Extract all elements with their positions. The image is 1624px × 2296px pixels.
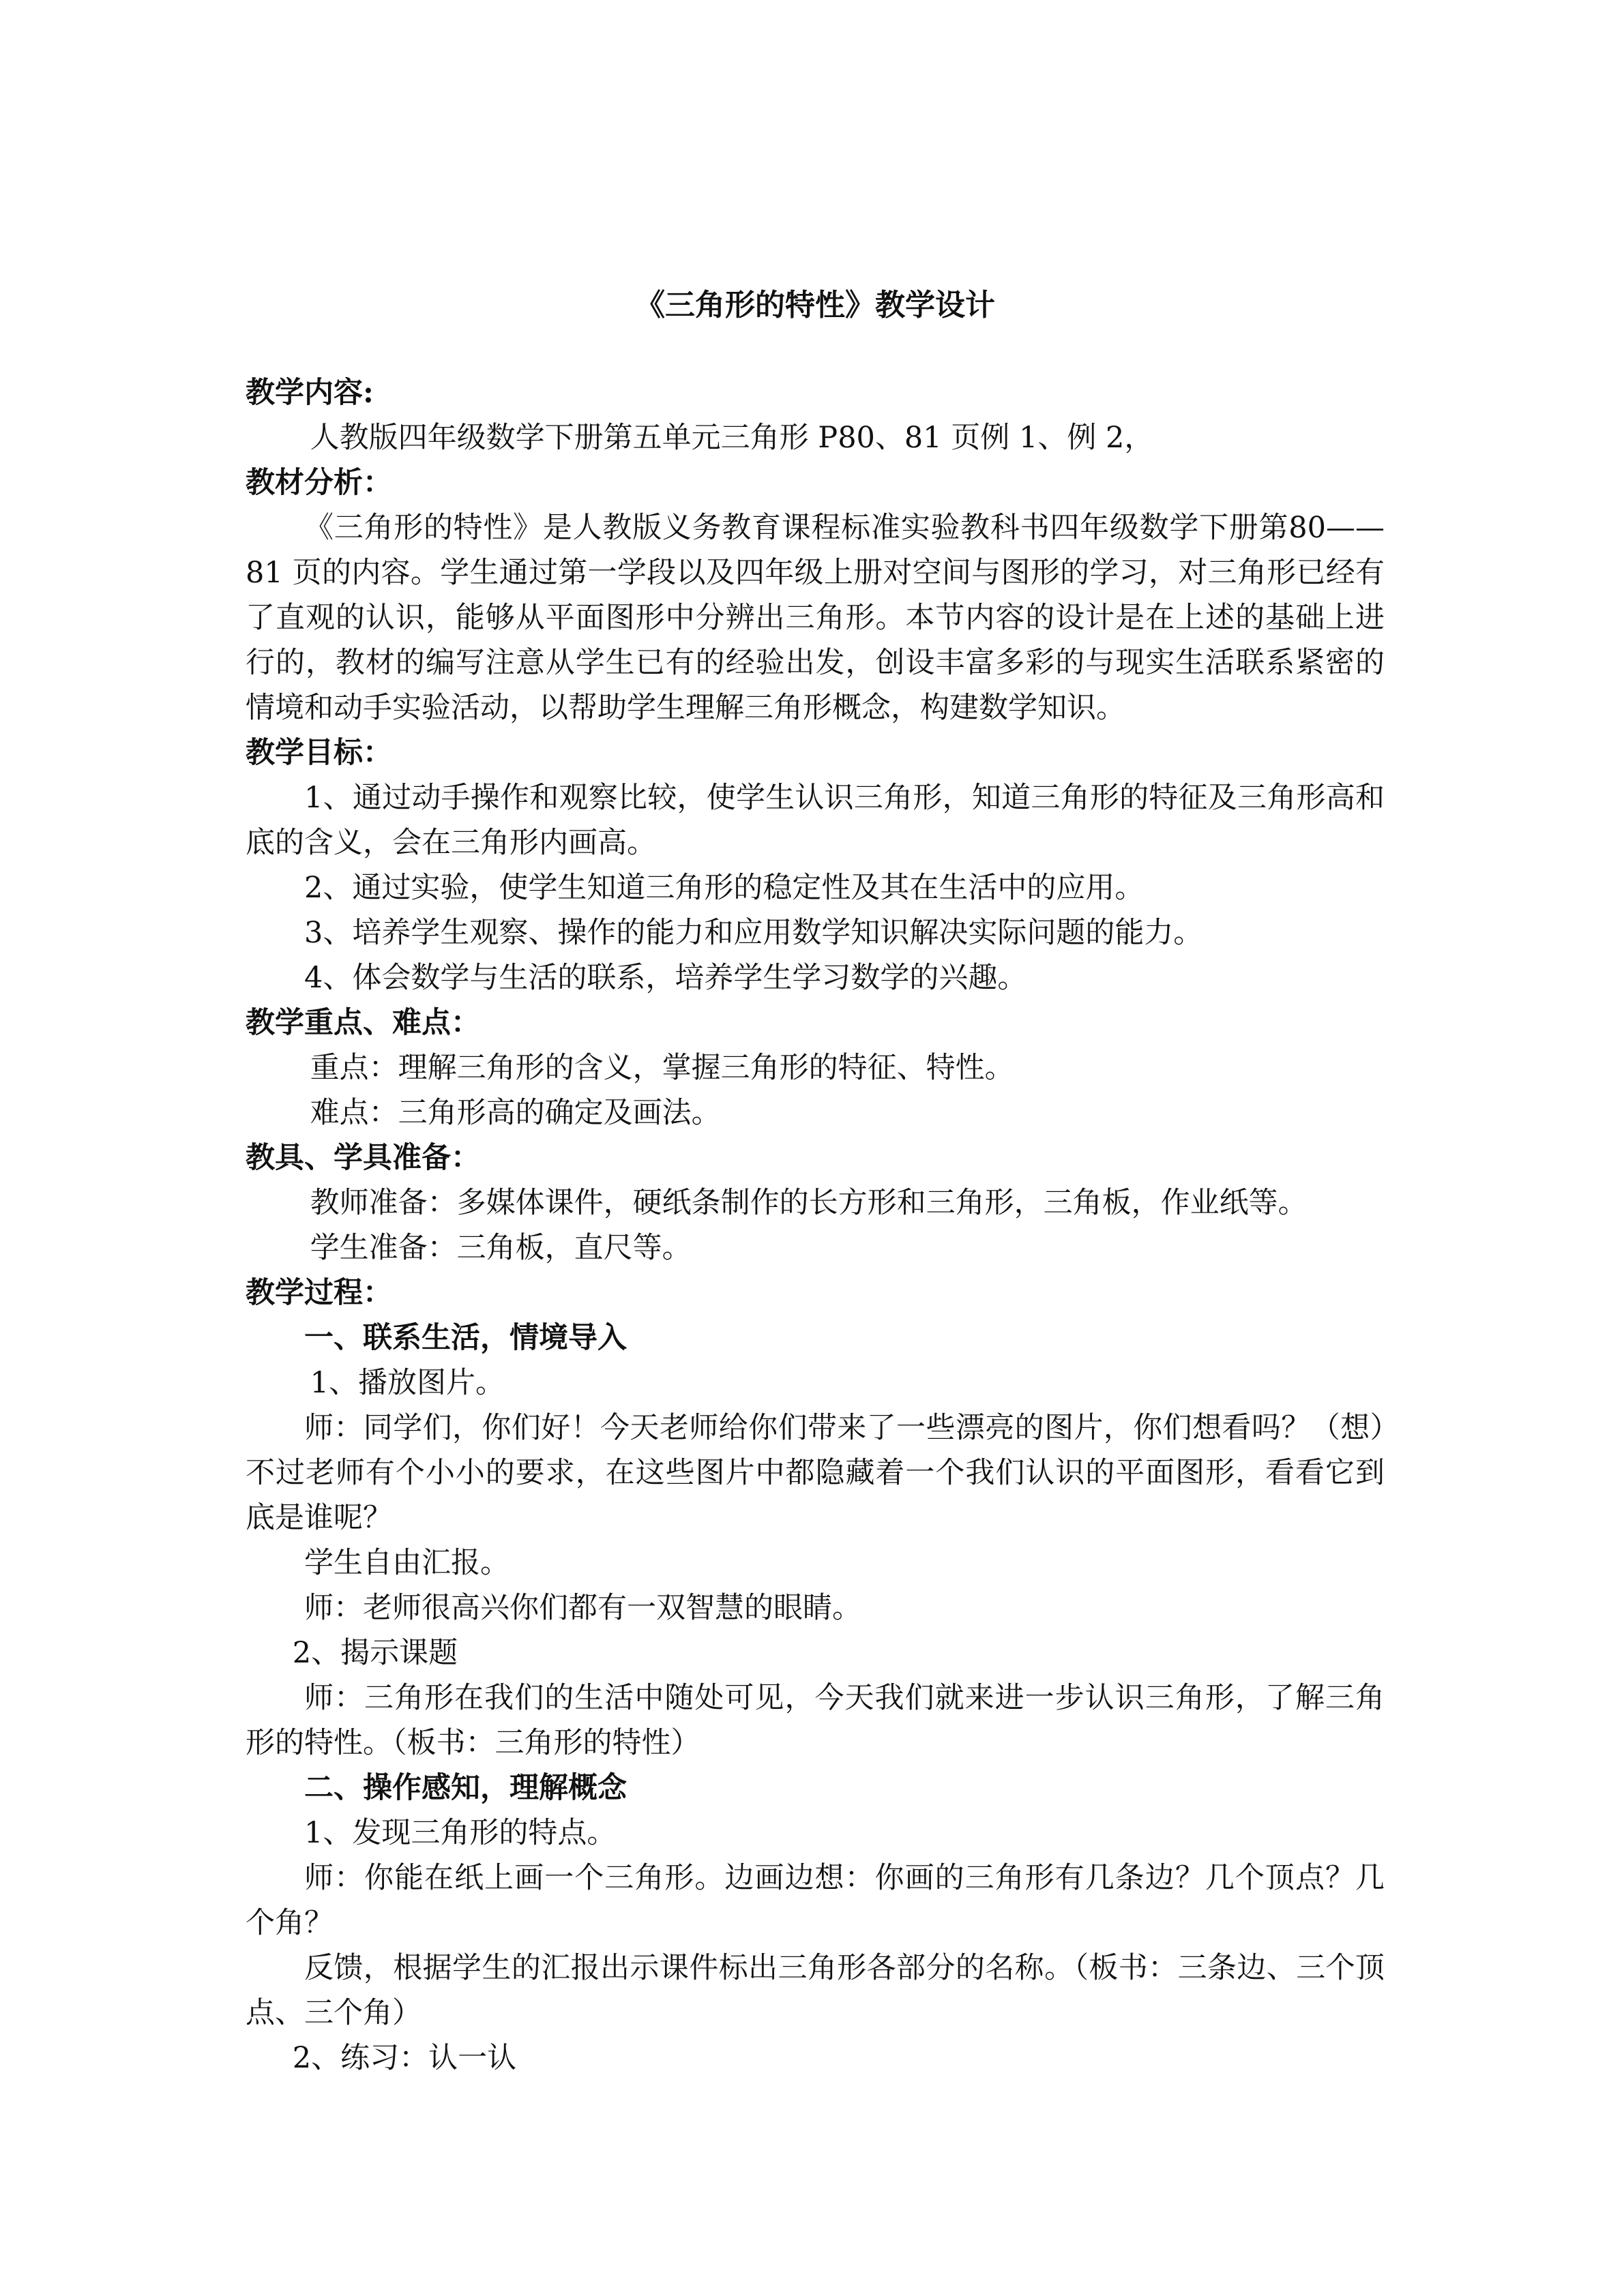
paragraph: 师：老师很高兴你们都有一双智慧的眼睛。 (304, 1591, 861, 1625)
paragraph: 师：同学们，你们好！今天老师给你们带来了一些漂亮的图片，你们想看吗？（想）不过老师有个小小的要求，在这些图片中都隐藏着一个我们认识的平面图形，看看它到底是谁呢？ (246, 1411, 1385, 1535)
document-title: 《三角形的特性》教学设计 (635, 288, 995, 323)
paragraph: 学生准备：三角板，直尺等。 (310, 1231, 692, 1265)
heading-process: 教学过程： (246, 1276, 392, 1310)
document-body (246, 283, 1385, 2081)
paragraph: 1、播放图片。 (310, 1366, 505, 1400)
paragraph: 2、揭示课题 (292, 1636, 458, 1670)
paragraph: 人教版四年级数学下册第五单元三角形 P80、81 页例 1、例 2， (310, 421, 1154, 455)
paragraph: 1、通过动手操作和观察比较，使学生认识三角形，知道三角形的特征及三角形高和底的含义，会在三角形内画高。 (246, 781, 1385, 860)
subheading-part-1: 一、联系生活，情境导入 (304, 1321, 627, 1355)
paragraph: 难点：三角形高的确定及画法。 (310, 1096, 721, 1130)
heading-teaching-aids: 教具、学具准备： (246, 1141, 480, 1175)
paragraph: 师：你能在纸上画一个三角形。边画边想：你画的三角形有几条边？几个顶点？几个角？ (246, 1861, 1385, 1940)
heading-objectives: 教学目标： (246, 736, 392, 770)
paragraph: 重点：理解三角形的含义，掌握三角形的特征、特性。 (310, 1051, 1014, 1085)
paragraph: 3、培养学生观察、操作的能力和应用数学知识解决实际问题的能力。 (304, 916, 1203, 950)
paragraph: 2、练习：认一认 (292, 2041, 517, 2075)
subheading-part-2: 二、操作感知，理解概念 (304, 1771, 627, 1805)
paragraph: 师：三角形在我们的生活中随处可见，今天我们就来进一步认识三角形，了解三角形的特性。（板书：三角形的特性） (246, 1681, 1385, 1760)
paragraph: 反馈，根据学生的汇报出示课件标出三角形各部分的名称。（板书：三条边、三个顶点、三个角） (246, 1951, 1385, 2030)
heading-content: 教学内容: (246, 376, 374, 410)
heading-material-analysis: 教材分析： (246, 466, 392, 500)
heading-key-points: 教学重点、难点： (246, 1006, 480, 1040)
paragraph: 1、发现三角形的特点。 (304, 1816, 617, 1850)
paragraph: 学生自由汇报。 (304, 1546, 510, 1580)
paragraph: 《三角形的特性》是人教版义务教育课程标准实验教科书四年级数学下册第80——81 页的内容。学生通过第一学段以及四年级上册对空间与图形的学习，对三角形已经有了直观的认识，能够从平面图形中分辨出三角形。本节内容的设计是在上述的基础上进行的，教材的编写注意从学生已有的经验出发，创设丰富多彩的与现实生活联系紧密的情境和动手实验活动，以帮助学生理解三角形概念，构建数学知识。 (246, 511, 1385, 725)
paragraph: 4、体会数学与生活的联系，培养学生学习数学的兴趣。 (304, 961, 1027, 995)
paragraph: 教师准备：多媒体课件，硬纸条制作的长方形和三角形，三角板，作业纸等。 (310, 1186, 1308, 1220)
paragraph: 2、通过实验，使学生知道三角形的稳定性及其在生活中的应用。 (304, 871, 1145, 905)
